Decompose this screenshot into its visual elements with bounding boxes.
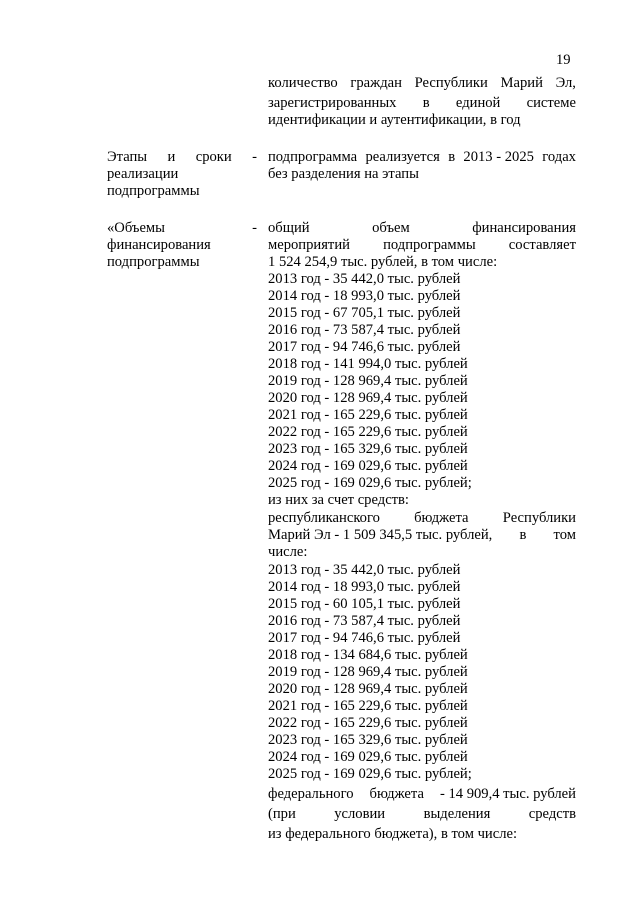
republic-budget-line-1 [268,510,576,527]
word: 2013 - 2025 [463,149,534,165]
word: республиканского [268,510,380,526]
word: общий [268,220,310,236]
word: Марий [500,75,543,91]
total-year-line: 2018 год - 141 994,0 тыс. рублей [268,356,468,372]
word: бюджета [369,786,424,802]
republic-year-line: 2016 год - 73 587,4 тыс. рублей [268,613,461,629]
federal-budget-line-2 [268,806,576,823]
republic-budget-line-2 [268,527,576,544]
word: подпрограммы [383,237,476,253]
republic-year-line: 2017 год - 94 746,6 тыс. рублей [268,630,461,646]
republic-year-line: 2024 год - 169 029,6 тыс. рублей [268,749,468,765]
total-year-line: 2025 год - 169 029,6 тыс. рублей; [268,475,472,491]
word: финансирования [472,220,576,236]
word: системе [526,95,576,111]
word: - [252,220,257,236]
word: бюджета [414,510,469,526]
word: - [252,149,257,165]
republic-year-line: 2020 год - 128 969,4 тыс. рублей [268,681,468,697]
word: выделения [423,806,491,822]
word: Республики [502,510,576,526]
federal-budget-line-1 [268,786,576,803]
word: единой [455,95,501,111]
word: Этапы [107,149,148,165]
volumes-label-line-2: финансирования [107,237,211,253]
total-year-line: 2024 год - 169 029,6 тыс. рублей [268,458,468,474]
total-year-line: 2013 год - 35 442,0 тыс. рублей [268,271,461,287]
word: Республики [414,75,488,91]
word: граждан [350,75,402,91]
word: - 14 909,4 тыс. рублей [439,786,576,802]
total-year-line: 2021 год - 165 229,6 тыс. рублей [268,407,468,423]
word: количество [268,75,338,91]
word: Марий Эл - 1 509 345,5 тыс. рублей, [268,527,493,543]
word: годах [542,149,576,165]
stages-value-line-2: без разделения на этапы [268,166,419,182]
republic-year-line: 2021 год - 165 229,6 тыс. рублей [268,698,468,714]
total-year-line: 2016 год - 73 587,4 тыс. рублей [268,322,461,338]
republic-year-line: 2015 год - 60 105,1 тыс. рублей [268,596,461,612]
volumes-intro-line-3: 1 524 254,9 тыс. рублей, в том числе: [268,254,498,270]
word: и [167,149,176,165]
word: «Объемы [107,220,165,236]
republic-year-line: 2018 год - 134 684,6 тыс. рублей [268,647,468,663]
prev-continuation-line-1 [268,75,576,92]
republic-year-line: 2022 год - 165 229,6 тыс. рублей [268,715,468,731]
volumes-intro-line-2 [268,237,576,254]
total-year-line: 2023 год - 165 329,6 тыс. рублей [268,441,468,457]
word: мероприятий [268,237,350,253]
republic-budget-line-3: числе: [268,544,308,560]
stages-label-line-1 [107,149,257,166]
word: объем [372,220,410,236]
total-year-line: 2022 год - 165 229,6 тыс. рублей [268,424,468,440]
word: Эл, [555,75,576,91]
word: том [553,527,576,543]
word: составляет [508,237,576,253]
federal-budget-line-3: из федерального бюджета), в том числе: [268,826,518,842]
word: сроки [195,149,232,165]
volumes-label-line-3: подпрограммы [107,254,200,270]
volumes-intro-line-1 [268,220,576,237]
volumes-label-line-1 [107,220,257,237]
republic-year-line: 2013 год - 35 442,0 тыс. рублей [268,562,461,578]
word: (при [268,806,296,822]
sources-intro: из них за счет средств: [268,492,409,508]
republic-year-line: 2023 год - 165 329,6 тыс. рублей [268,732,468,748]
word: федерального [268,786,354,802]
stages-label-line-3: подпрограммы [107,183,200,199]
word: в [519,527,527,543]
word: в [448,149,456,165]
total-year-line: 2017 год - 94 746,6 тыс. рублей [268,339,461,355]
total-year-line: 2014 год - 18 993,0 тыс. рублей [268,288,461,304]
republic-year-line: 2019 год - 128 969,4 тыс. рублей [268,664,468,680]
republic-year-line: 2025 год - 169 029,6 тыс. рублей; [268,766,472,782]
word: средств [528,806,576,822]
prev-continuation-line-3: идентификации и аутентификации, в год [268,112,521,128]
stages-value-line-1 [268,149,576,166]
total-year-line: 2019 год - 128 969,4 тыс. рублей [268,373,468,389]
word: условии [334,806,386,822]
republic-year-line: 2014 год - 18 993,0 тыс. рублей [268,579,461,595]
prev-continuation-line-2 [268,95,576,112]
word: реализуется [365,149,440,165]
word: подпрограмма [268,149,358,165]
page-number: 19 [556,52,571,68]
total-year-line: 2015 год - 67 705,1 тыс. рублей [268,305,461,321]
word: в [422,95,430,111]
stages-label-line-2: реализации [107,166,179,182]
word: зарегистрированных [268,95,397,111]
total-year-line: 2020 год - 128 969,4 тыс. рублей [268,390,468,406]
